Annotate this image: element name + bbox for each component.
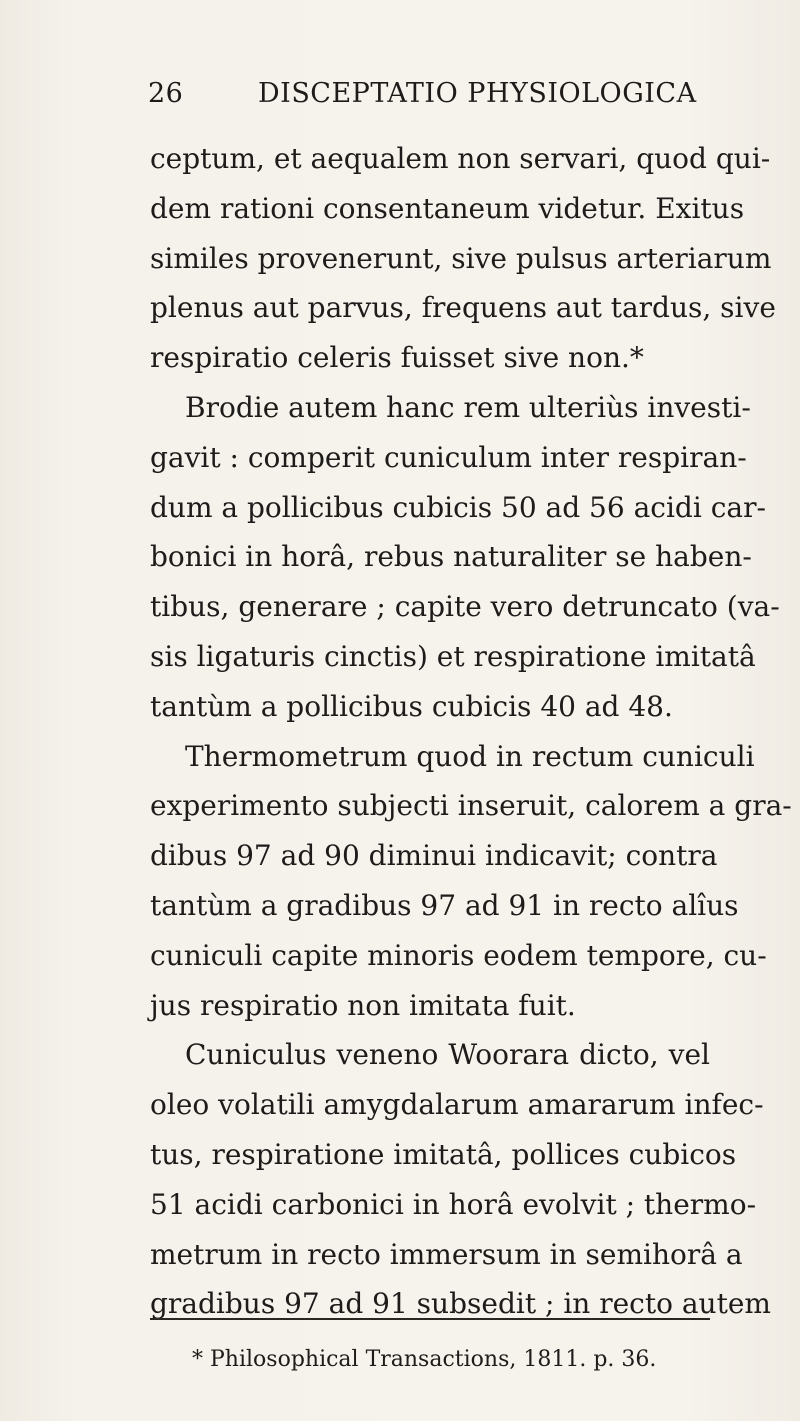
text-line: similes provenerunt, sive pulsus arteriarum [150,241,772,275]
text-line: gradibus 97 ad 91 subsedit ; in recto autem [150,1287,771,1321]
text-line: ceptum, et aequalem non servari, quod qui- [150,142,771,175]
text-line: jus respiratio non imitata fuit. [150,988,576,1022]
body-text [150,134,792,1329]
text-line: 51 acidi carbonici in horâ evolvit ; thermo- [150,1187,757,1221]
text-line: respiratio celeris fuisset sive non.* [150,341,644,375]
text-line: dem rationi consentaneum videtur. Exitus [150,191,745,225]
text-line: tantùm a gradibus 97 ad 91 in recto alîus [150,888,739,922]
running-title: DISCEPTATIO PHYSIOLOGICA [258,78,697,109]
page-header [148,78,697,118]
text-line: oleo volatili amygdalarum amararum infec- [150,1088,764,1122]
text-line: cuniculi capite minoris eodem tempore, cu- [150,938,767,972]
paragraph [150,134,776,383]
paragraph [150,383,780,732]
paragraph [150,1030,771,1329]
text-line: plenus aut parvus, frequens aut tardus, sive [150,291,776,325]
text-line: dum a pollicibus cubicis 50 ad 56 acidi car- [150,490,766,524]
text-line: dibus 97 ad 90 diminui indicavit; contra [150,839,718,873]
text-line: Brodie autem hanc rem ulteriùs investi- [185,390,751,424]
footnote-rule [150,1318,710,1320]
text-line: tibus, generare ; capite vero detruncato (va- [150,590,780,624]
text-line: tantùm a pollicibus cubicis 40 ad 48. [150,689,673,723]
text-line: sis ligaturis cinctis) et respiratione imitatâ [150,639,756,673]
paragraph [150,732,792,1031]
text-line: Thermometrum quod in rectum cuniculi [185,739,755,773]
text-line: Cuniculus veneno Woorara dicto, vel [185,1038,710,1072]
text-line: bonici in horâ, rebus naturaliter se haben- [150,540,752,574]
text-line: gavit : comperit cuniculum inter respiran- [150,440,747,474]
text-line: metrum in recto immersum in semihorâ a [150,1237,743,1271]
page-number: 26 [148,78,184,109]
text-line: tus, respiratione imitatâ, pollices cubicos [150,1137,737,1171]
text-line: experimento subjecti inseruit, calorem a gra- [150,789,792,823]
footnote: * Philosophical Transactions, 1811. p. 36. [192,1347,657,1372]
